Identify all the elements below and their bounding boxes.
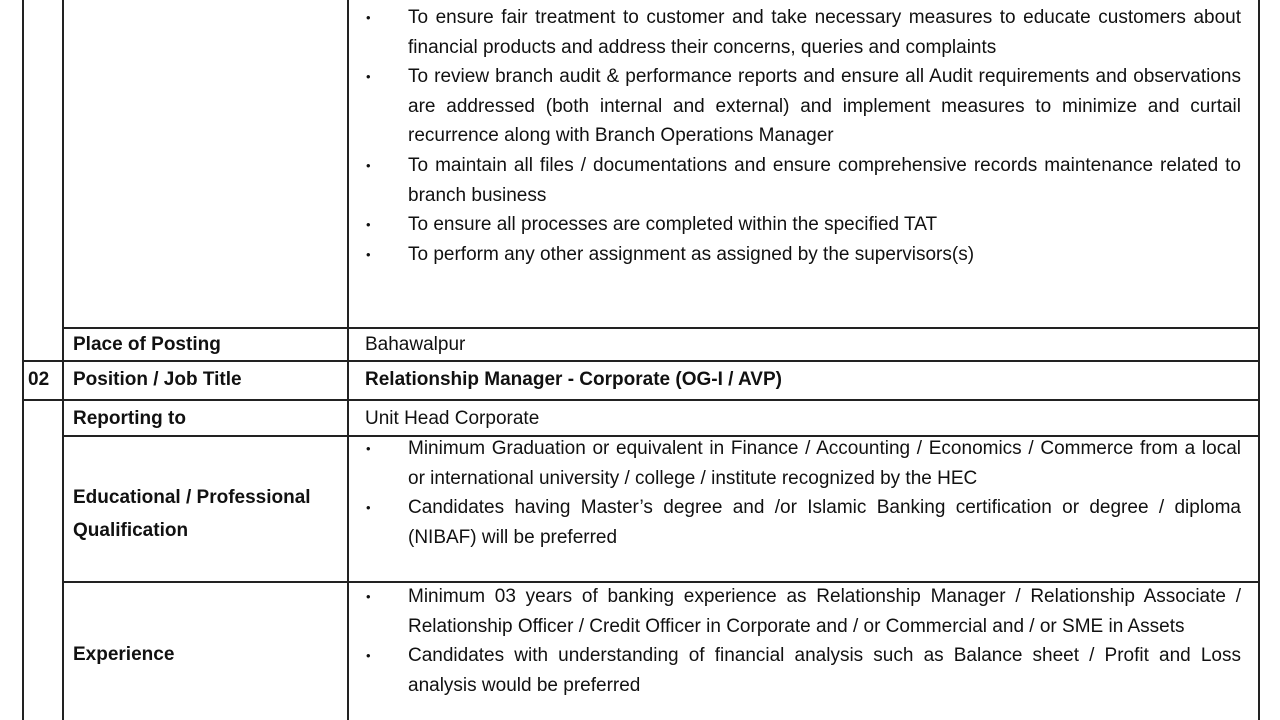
- list-item: • To ensure fair treatment to customer and take necessary measures to educate customers about financial products and address their concerns, queries and complaints: [366, 3, 1241, 62]
- list-item: • Minimum 03 years of banking experience as Relationship Manager / Relationship Associate / Relationship Officer / Credit Officer in Corporate and / or Commercial and / or SME in Assets: [366, 582, 1241, 641]
- reporting-to-value: Unit Head Corporate: [365, 408, 540, 429]
- bullet-icon: •: [366, 157, 371, 173]
- place-of-posting-label: Place of Posting: [73, 334, 221, 355]
- bullet-icon: •: [366, 589, 371, 604]
- education-label-line: Qualification: [73, 520, 189, 541]
- row-divider: [22, 399, 1260, 401]
- responsibilities-list: [366, 3, 1241, 269]
- list-item: • To ensure all processes are completed within the specified TAT: [366, 210, 1241, 240]
- position-number: 02: [28, 369, 50, 390]
- row-divider: [62, 327, 1260, 329]
- list-item: • To maintain all files / documentations and ensure comprehensive records maintenance related to branch business: [366, 151, 1241, 210]
- position-title-value: Relationship Manager - Corporate (OG-I / AVP): [365, 369, 782, 390]
- bullet-icon: •: [366, 246, 371, 262]
- place-of-posting-value: Bahawalpur: [365, 334, 466, 355]
- education-label-line: Educational / Professional: [73, 487, 311, 508]
- experience-label: Experience: [73, 644, 175, 665]
- experience-list: [366, 582, 1241, 700]
- reporting-to-label: Reporting to: [73, 408, 186, 429]
- bullet-icon: •: [366, 10, 371, 25]
- list-item: • Candidates with understanding of financial analysis such as Balance sheet / Profit and Loss analysis would be preferred: [366, 641, 1241, 700]
- bullet-icon: •: [366, 441, 371, 456]
- position-title-label: Position / Job Title: [73, 369, 242, 390]
- list-item: • To perform any other assignment as assigned by the supervisors(s): [366, 240, 1241, 270]
- list-item: • Minimum Graduation or equivalent in Finance / Accounting / Economics / Commerce from a local or international university / college / institute recognized by the HEC: [366, 434, 1241, 493]
- education-label: [73, 481, 311, 547]
- bullet-icon: •: [366, 217, 371, 233]
- bullet-icon: •: [366, 500, 371, 516]
- bullet-icon: •: [366, 69, 371, 85]
- list-item: • Candidates having Master’s degree and /or Islamic Banking certification or degree / diploma (NIBAF) will be preferred: [366, 493, 1241, 552]
- list-item: • To review branch audit & performance reports and ensure all Audit requirements and observations are addressed (both internal and external) and implement measures to minimize and curtail recurrence along with Branch Operations Manager: [366, 62, 1241, 151]
- bullet-icon: •: [366, 648, 371, 664]
- education-list: [366, 434, 1241, 552]
